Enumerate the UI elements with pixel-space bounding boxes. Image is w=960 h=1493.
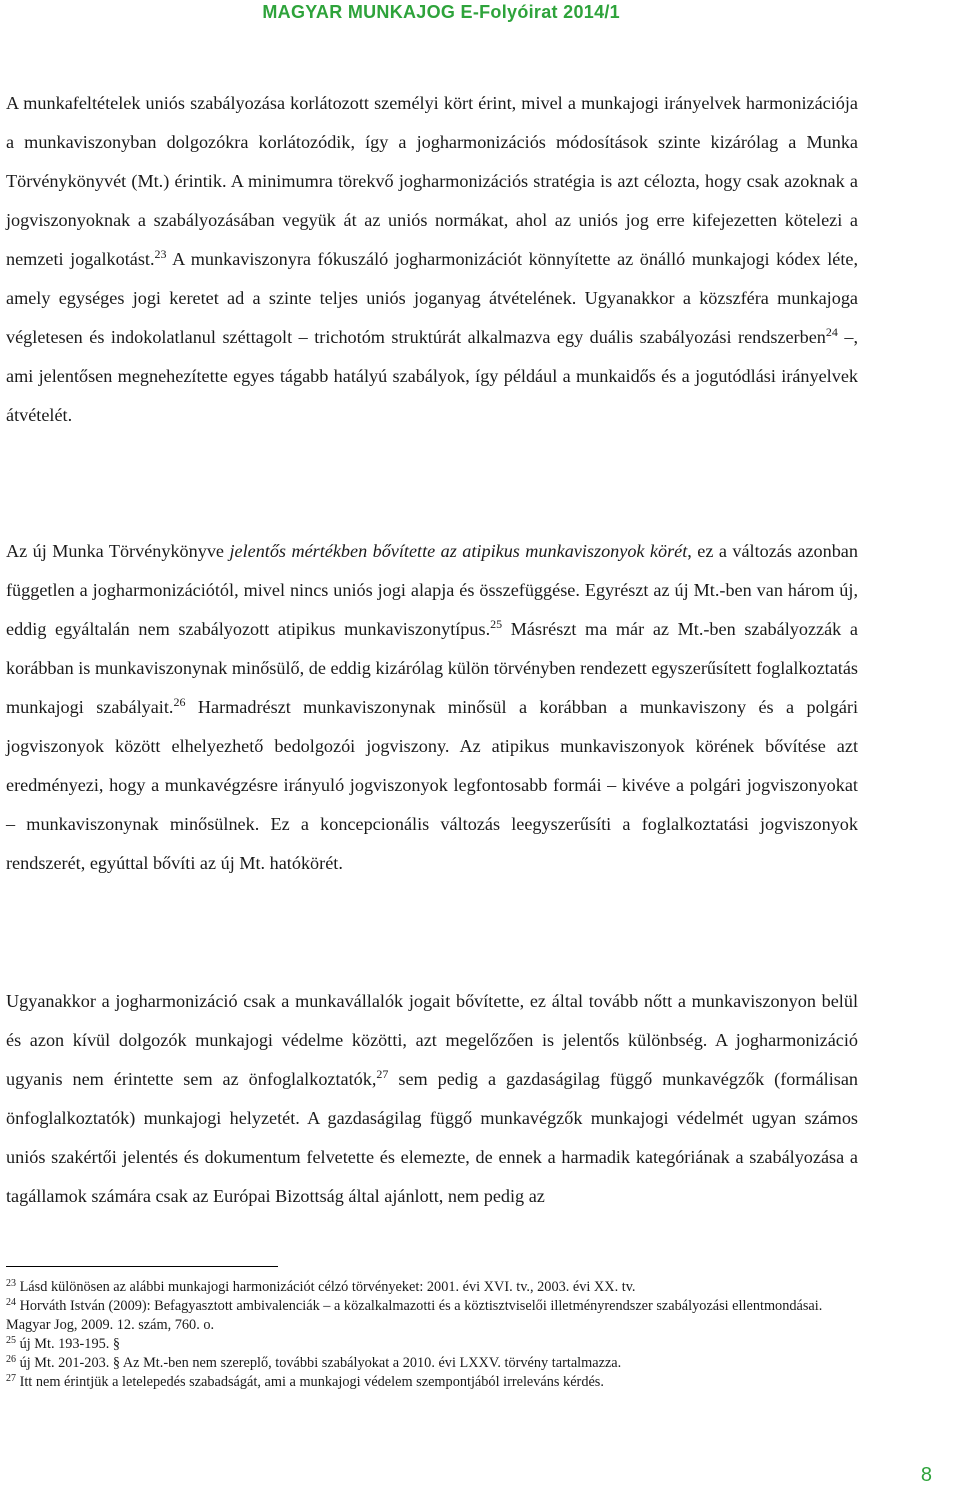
journal-title: MAGYAR MUNKAJOG E-Folyóirat 2014/1	[262, 2, 620, 22]
paragraph-2-text-b: , ez a változás azonban független a jogharmonizációtól, mivel nincs uniós jogi alapja és összefüggése. Egyrészt az új Mt.-ben van három új, eddig egyáltalán nem szabályozott atipikus munkaviszonytípus.	[6, 541, 858, 639]
journal-header	[0, 0, 960, 34]
footnote-divider	[6, 1266, 278, 1267]
footnote-ref-24[interactable]: 24	[825, 325, 838, 339]
footnote-number: 26	[6, 1354, 16, 1365]
paragraph-2-text-c: Másrészt ma már az Mt.-ben szabályozzák a korábban is munkaviszonynak minősülő, de eddig kizárólag külön törvényben rendezett egyszerűsített foglalkoztatás munkajogi szabályait.	[6, 619, 858, 717]
paragraph-1	[6, 84, 858, 435]
paragraph-3-text-a: Ugyanakkor a jogharmonizáció csak a munkavállalók jogait bővítette, ez által tovább nőtt a munkaviszonyon belül és azon kívül dolgozók munkajogi védelme közötti, azt megelőzően is jelentős különbség. A jogharmonizáció ugyanis nem érintette sem az önfoglalkoztatók,	[6, 991, 858, 1089]
footnote-24	[6, 1297, 862, 1335]
footnote-25	[6, 1335, 862, 1354]
paragraph-2-text-a: Az új Munka Törvénykönyve	[6, 541, 230, 561]
footnote-number: 25	[6, 1335, 16, 1346]
page-number: 8	[920, 1464, 932, 1486]
footnote-23	[6, 1278, 862, 1297]
footnote-ref-23[interactable]: 23	[154, 247, 167, 261]
footnote-27	[6, 1373, 862, 1392]
footnote-ref-25[interactable]: 25	[490, 617, 503, 631]
footnote-text: Horváth István (2009): Befagyasztott ambivalenciák – a közalkalmazotti és a köztisztviselői illetményrendszer szabályozási ellentmondásai. Magyar Jog, 2009. 12. szám, 760. o.	[6, 1298, 823, 1333]
footnote-26	[6, 1354, 862, 1373]
footnote-text: új Mt. 193-195. §	[16, 1336, 121, 1352]
paragraph-2-emphasis: jelentős mértékben bővítette az atipikus munkaviszonyok körét	[229, 541, 688, 561]
footnote-number: 23	[6, 1278, 16, 1289]
footnote-number: 24	[6, 1297, 16, 1308]
paragraph-3-text-b: sem pedig a gazdaságilag függő munkavégzők (formálisan önfoglalkoztatók) munkajogi helyzetét. A gazdaságilag függő munkavégzők munkajogi védelmét ugyan számos uniós szakértői jelentés és dokumentum felvetette és elemezte, de ennek a harmadik kategóriának a szabályozása a tagállamok számára csak az Európai Bizottság által ajánlott, nem pedig az	[6, 1069, 859, 1206]
paragraph-1-text-b: A munkaviszonyra fókuszáló jogharmonizációt könnyítette az önálló munkajogi kódex léte, amely egységes jogi keretet ad a szinte teljes uniós joganyag átvételének. Ugyanakkor a közszféra munkajoga végletesen és indokolatlanul széttagolt – trichotóm struktúrát alkalmazva egy duális szabályozási rendszerben	[6, 249, 859, 347]
footnote-ref-27[interactable]: 27	[376, 1067, 389, 1081]
footnote-text: Itt nem érintjük a letelepedés szabadságát, ami a munkajogi védelem szempontjából irreleváns kérdés.	[16, 1374, 604, 1390]
footnote-number: 27	[6, 1373, 16, 1384]
footnote-ref-26[interactable]: 26	[173, 695, 186, 709]
footnote-text: új Mt. 201-203. § Az Mt.-ben nem szereplő, további szabályokat a 2010. évi LXXV. törvény tartalmazza.	[16, 1355, 622, 1371]
paragraph-2-text-d: Harmadrészt munkaviszonynak minősül a korábban a munkaviszony és a polgári jogviszonyok között elhelyezhető bedolgozói jogviszony. Az atipikus munkaviszonyok körének bővítése azt eredményezi, hogy a munkavégzésre irányuló jogviszonyok legfontosabb formái – kivéve a polgári jogviszonyokat – munkaviszonynak minősülnek. Ez a koncepcionális változás leegyszerűsíti a foglalkoztatási jogviszonyok rendszerét, egyúttal bővíti az új Mt. hatókörét.	[6, 697, 858, 873]
paragraph-1-text-a: A munkafeltételek uniós szabályozása korlátozott személyi kört érint, mivel a munkajogi irányelvek harmonizációja a munkaviszonyban dolgozókra korlátozódik, így a jogharmonizációs módosítások szinte kizárólag a Munka Törvénykönyvét (Mt.) érintik. A minimumra törekvő jogharmonizációs stratégia is azt célozta, hogy csak azoknak a jogviszonyoknak a szabályozásában vegyük át az uniós normákat, ahol az uniós jog erre kifejezetten kötelezi a nemzeti jogalkotást.	[6, 93, 858, 269]
paragraph-2	[6, 532, 858, 883]
footnotes-section	[6, 1278, 862, 1392]
paragraph-3	[6, 982, 858, 1216]
paragraph-1-text-c: –, ami jelentősen megnehezítette egyes tágabb hatályú szabályok, így például a munkaidős és a jogutódlási irányelvek átvételét.	[6, 327, 859, 425]
footnote-text: Lásd különösen az alábbi munkajogi harmonizációt célzó törvényeket: 2001. évi XVI. tv., 2003. évi XX. tv.	[16, 1279, 636, 1295]
